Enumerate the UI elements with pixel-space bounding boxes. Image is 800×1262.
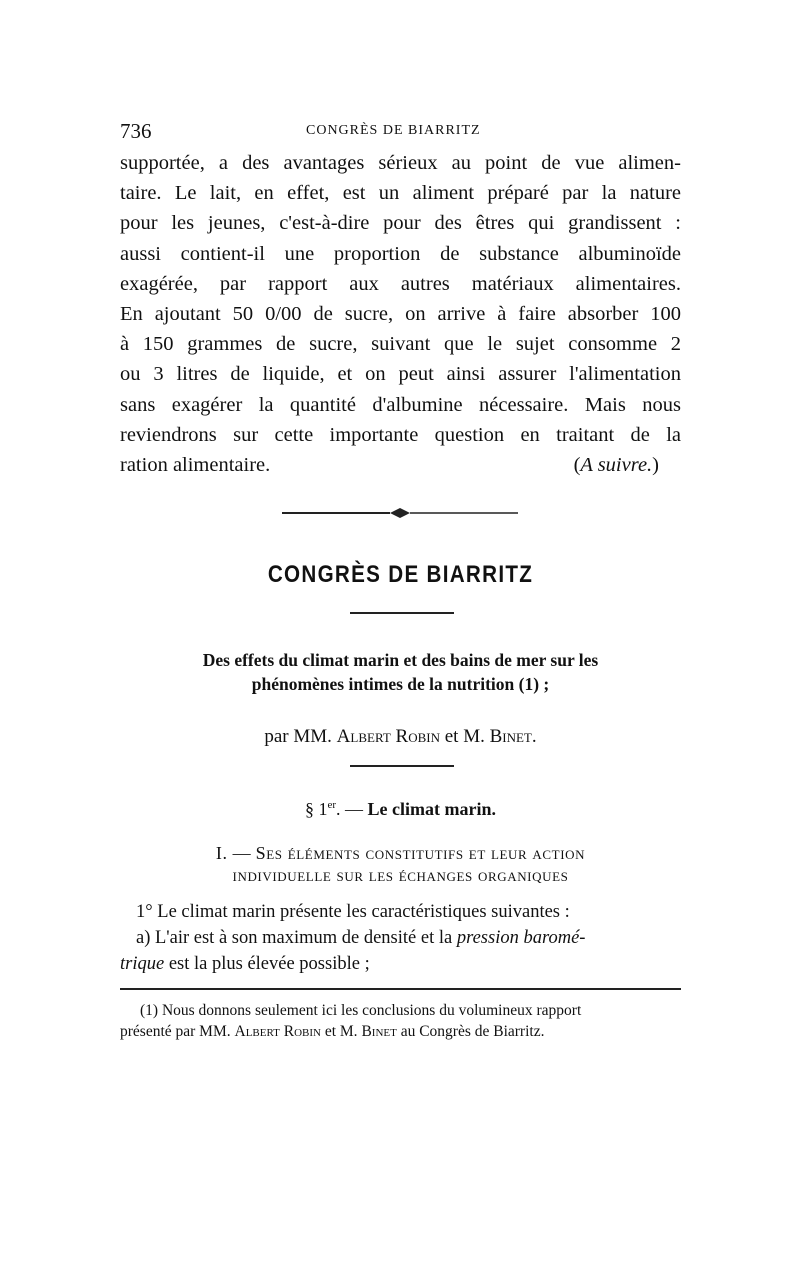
footnote-text: et M.	[324, 1023, 358, 1040]
body-line	[120, 925, 681, 951]
section-body	[120, 899, 681, 977]
continued-note	[574, 450, 659, 480]
running-head	[120, 118, 681, 144]
authors-rule	[350, 765, 454, 767]
authors-conjunction: et M.	[444, 726, 485, 747]
article-title-line: Des effets du climat marin et des bains de mer sur les	[202, 650, 599, 670]
body-text: est la plus élevée possible ;	[168, 954, 370, 974]
subsection-line: individuelle sur les échanges organiques	[232, 865, 569, 885]
section-sup: er	[327, 799, 337, 811]
authors-prefix: par MM.	[264, 726, 332, 747]
subsection-line	[120, 843, 681, 865]
text-line: pour les jeunes, c'est-à-dire pour des êtres qui grandissent :	[120, 212, 681, 235]
section-separator: . —	[336, 799, 364, 819]
subsection-title: Ses éléments constitutifs et leur action	[255, 843, 586, 863]
article-title-line: phénomènes intimes de la nutrition (1) ;	[251, 674, 550, 694]
body-text: a) L'air est à son maximum de densité et la	[136, 928, 453, 948]
continued-open: (	[573, 454, 581, 477]
body-italic: trique	[120, 954, 165, 974]
text-line: taire. Le lait, en effet, est un aliment préparé par la nature	[120, 182, 681, 205]
title-rule	[350, 612, 454, 614]
footnote-text: au Congrès de Biarritz.	[400, 1023, 545, 1040]
footnote-line: (1) Nous donnons seulement ici les conclusions du volumineux rapport	[140, 1002, 582, 1019]
section-label: Le climat marin.	[367, 799, 497, 819]
footnote-text: présenté par MM.	[120, 1023, 231, 1040]
text-line: reviendrons sur cette importante question en traitant de la	[120, 423, 681, 446]
subsection-number: I. —	[215, 843, 252, 863]
congress-title: CONGRÈS DE BIARRITZ	[267, 561, 534, 588]
text-line: ou 3 litres de liquide, et on peut ainsi assurer l'alimentation	[120, 363, 681, 386]
body-line: 1° Le climat marin présente les caractéristiques suivantes :	[136, 902, 570, 922]
text-line: supportée, a des avantages sérieux au point de vue alimen-	[120, 152, 681, 174]
text-line-end: ration alimentaire.	[120, 454, 271, 477]
footnote	[120, 1000, 681, 1042]
footnote-author: Binet	[361, 1023, 397, 1040]
continued-label: A suivre.	[580, 454, 653, 477]
section-symbol: § 1	[304, 799, 328, 819]
previous-article-text	[120, 148, 681, 480]
text-line: En ajoutant 50 0/00 de sucre, on arrive à faire absorber 100	[120, 303, 681, 326]
last-text-line	[120, 450, 681, 480]
running-title: CONGRÈS DE BIARRITZ	[306, 123, 481, 138]
subsection-heading	[120, 843, 681, 885]
author-name: Binet.	[489, 726, 537, 747]
page-number: 736	[120, 119, 152, 143]
footnote-rule	[120, 988, 681, 990]
ornament-divider	[282, 503, 518, 523]
body-italic: pression baromé-	[456, 928, 586, 948]
article-title	[120, 648, 681, 696]
footnote-line	[120, 1021, 681, 1042]
document-page	[120, 0, 681, 1262]
ornament-divider-graphic	[282, 503, 518, 523]
body-line	[120, 951, 681, 977]
authors-line	[120, 724, 681, 750]
section-heading	[120, 792, 681, 822]
footnote-author: Albert Robin	[234, 1023, 321, 1040]
text-line: sans exagérer la quantité d'albumine nécessaire. Mais nous	[120, 393, 681, 416]
author-name: Albert Robin	[336, 726, 440, 747]
continued-close: )	[652, 454, 659, 477]
text-line: à 150 grammes de sucre, suivant que le sujet consomme 2	[120, 333, 681, 356]
text-line: exagérée, par rapport aux autres matériaux alimentaires.	[120, 272, 681, 295]
text-line: aussi contient-il une proportion de substance albuminoïde	[120, 242, 681, 265]
